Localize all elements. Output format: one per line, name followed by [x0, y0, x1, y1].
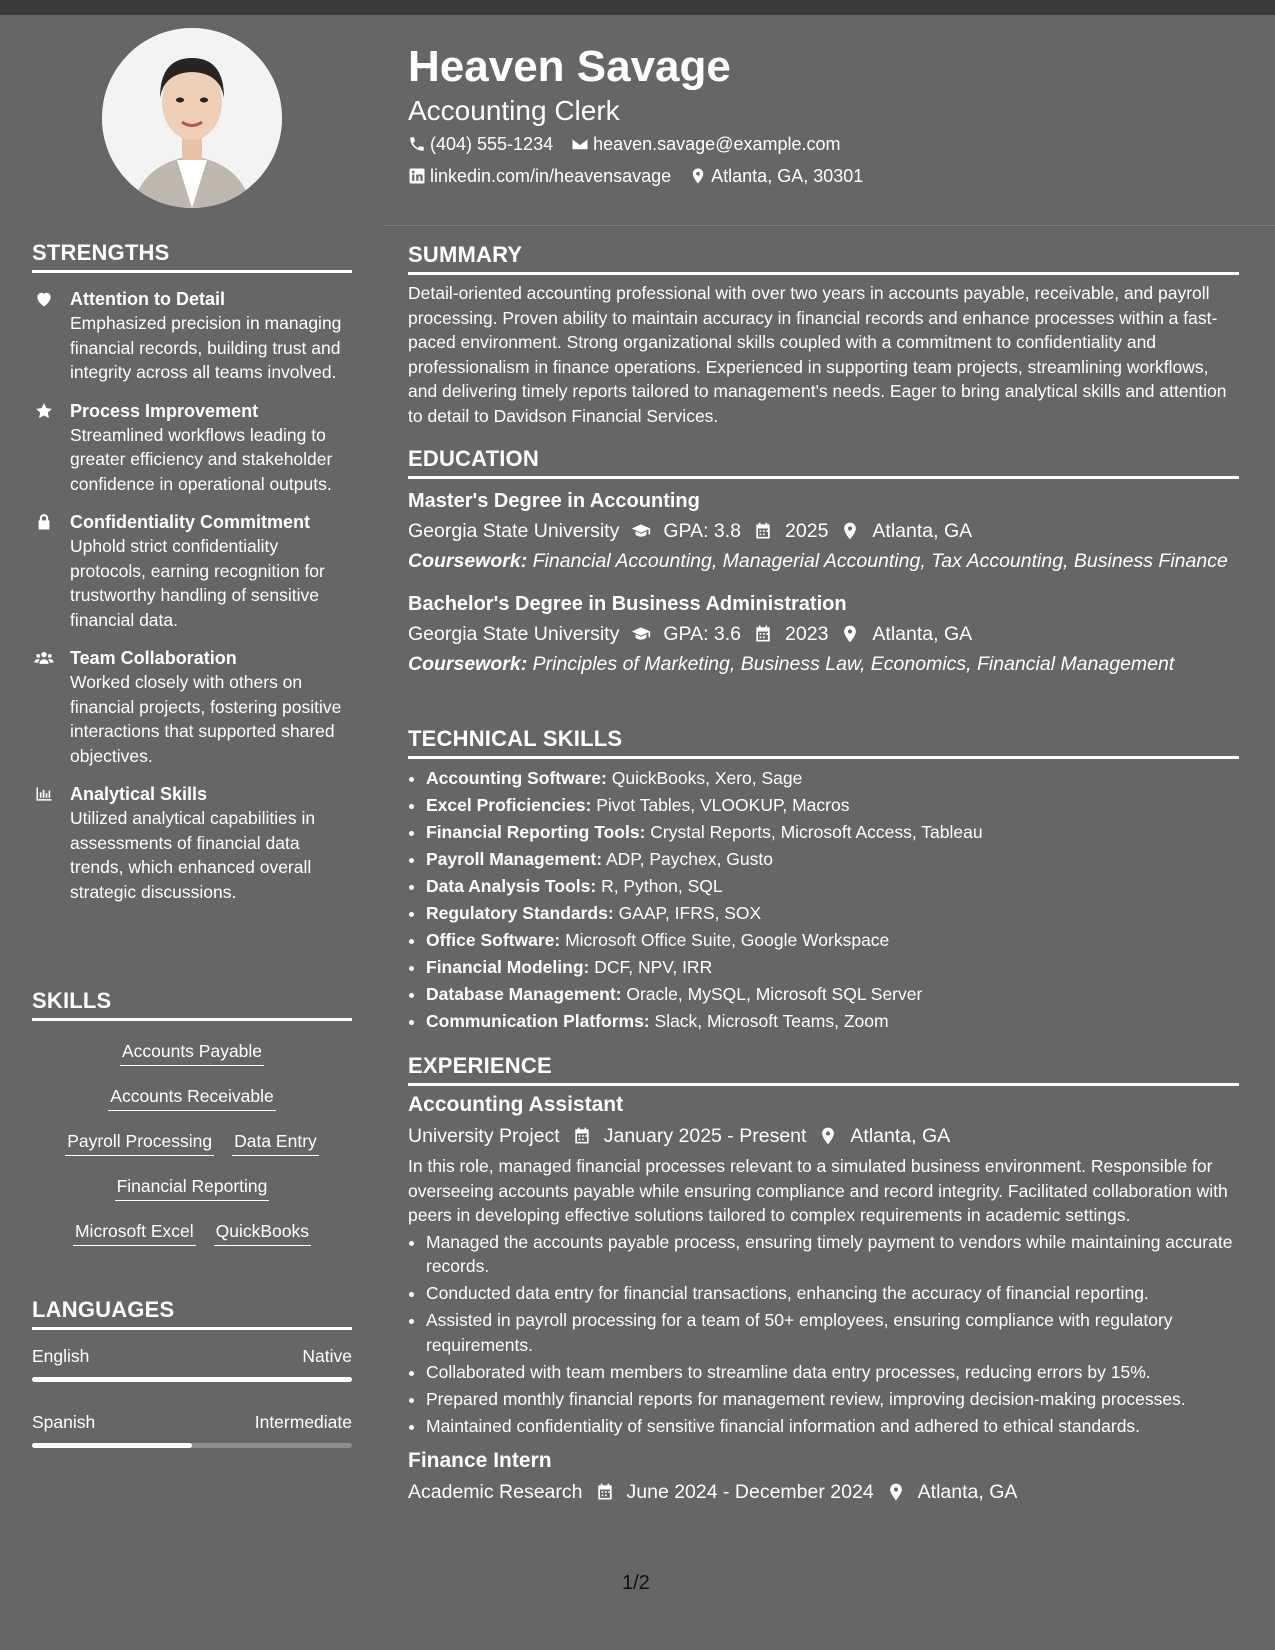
- graduation-cap-icon: [631, 521, 651, 541]
- job-bullet: • Conducted data entry for financial transactions, enhancing the accuracy of financial reporting.: [426, 1281, 1239, 1306]
- graduation-year: 2023: [785, 623, 829, 645]
- calendar-icon: [572, 1126, 592, 1146]
- map-pin-icon: [840, 624, 860, 644]
- strength-desc: Uphold strict confidentiality protocols, earning recognition for trustworthy handling of sensitive financial data.: [70, 536, 325, 630]
- job-bullet: • Collaborated with team members to streamline data entry processes, reducing errors by 15%.: [426, 1360, 1239, 1385]
- strength-item: [32, 287, 352, 385]
- job-role: Accounting Assistant: [408, 1093, 624, 1116]
- language-name: Spanish: [32, 1412, 96, 1432]
- strength-title: Process Improvement: [70, 400, 259, 421]
- degree-title: Master's Degree in Accounting: [408, 490, 700, 512]
- profile-photo: [102, 28, 282, 208]
- linkedin-contact[interactable]: [408, 160, 671, 192]
- strengths-section: [32, 240, 352, 904]
- tech-skill-item: • Office Software: Microsoft Office Suite, Google Workspace: [426, 927, 1239, 954]
- language-name: English: [32, 1346, 90, 1366]
- strength-title: Confidentiality Commitment: [70, 512, 311, 532]
- coursework: [408, 549, 1239, 574]
- tech-skill-item: • Payroll Management: ADP, Paychex, Gusto: [426, 846, 1239, 873]
- education-heading: EDUCATION: [408, 446, 1239, 479]
- contact-row-1: [408, 128, 1238, 160]
- phone-contact[interactable]: [408, 128, 553, 160]
- chart-icon: [34, 784, 54, 804]
- tech-skill-item: • Excel Proficiencies: Pivot Tables, VLOOKUP, Macros: [426, 792, 1239, 819]
- job-bullet: • Assisted in payroll processing for a team of 50+ employees, ensuring compliance with regulatory requirements.: [426, 1308, 1239, 1357]
- experience-section: [408, 1053, 1239, 1508]
- degree-title: Bachelor's Degree in Business Administration: [408, 593, 847, 615]
- email-contact[interactable]: [571, 128, 840, 160]
- experience-item: [408, 1090, 1239, 1438]
- strength-title: Team Collaboration: [70, 648, 237, 668]
- linkedin-icon: [408, 167, 426, 185]
- email-text: heaven.savage@example.com: [593, 134, 841, 154]
- strengths-heading: STRENGTHS: [32, 240, 352, 273]
- tech-skill-item: • Database Management: Oracle, MySQL, Microsoft SQL Server: [426, 981, 1239, 1008]
- job-description: In this role, managed financial processes relevant to a simulated business environment. Responsible for overseeing accounts payable while ensuring compliance and record integrity. Facilitated collaboration with peers in developing effective solutions tailored to complex requirements in academic settings.: [408, 1156, 1228, 1225]
- skill-tag: Accounts Receivable: [108, 1086, 275, 1111]
- coursework-list: Financial Accounting, Managerial Accounting, Tax Accounting, Business Finance: [532, 550, 1228, 572]
- location-text: Atlanta, GA, 30301: [711, 166, 864, 186]
- strength-title: Attention to Detail: [70, 289, 225, 309]
- map-pin-icon: [689, 167, 707, 185]
- coursework-label: Coursework:: [408, 653, 528, 675]
- graduation-year: 2025: [785, 520, 829, 542]
- tech-skill-item: • Regulatory Standards: GAAP, IFRS, SOX: [426, 900, 1239, 927]
- heart-icon: [34, 289, 54, 309]
- coursework: [408, 652, 1239, 677]
- tech-skill-item: • Financial Modeling: DCF, NPV, IRR: [426, 954, 1239, 981]
- languages-section: [32, 1297, 352, 1448]
- strength-title: Analytical Skills: [70, 784, 208, 804]
- job-title: Accounting Clerk: [408, 95, 620, 126]
- graduation-cap-icon: [631, 624, 651, 644]
- gpa: GPA: 3.6: [663, 623, 742, 645]
- language-bar: [32, 1377, 352, 1382]
- organization: Academic Research: [408, 1481, 583, 1503]
- tech-skill-item: • Data Analysis Tools: R, Python, SQL: [426, 873, 1239, 900]
- language-bar: [32, 1443, 352, 1448]
- job-role: Finance Intern: [408, 1449, 552, 1472]
- resume-header: [408, 40, 1238, 192]
- summary-heading: SUMMARY: [408, 242, 1239, 275]
- tech-skill-item: • Accounting Software: QuickBooks, Xero, Sage: [426, 765, 1239, 792]
- header-divider: [383, 225, 1275, 226]
- map-pin-icon: [886, 1482, 906, 1502]
- strength-desc: Streamlined workflows leading to greater efficiency and stakeholder confidence in operational outputs.: [70, 424, 333, 494]
- language-level: Native: [302, 1346, 352, 1366]
- calendar-icon: [753, 624, 773, 644]
- job-location: Atlanta, GA: [917, 1481, 1018, 1503]
- envelope-icon: [571, 135, 589, 153]
- calendar-icon: [753, 521, 773, 541]
- job-bullet: • Managed the accounts payable process, ensuring timely payment to vendors while maintaining accurate records.: [426, 1230, 1239, 1279]
- skill-tag: Data Entry: [232, 1131, 319, 1156]
- location-contact: [689, 160, 863, 192]
- coursework-label: Coursework:: [408, 550, 528, 572]
- lock-icon: [34, 512, 54, 532]
- skill-tag: Payroll Processing: [65, 1131, 214, 1156]
- page-indicator: 1/2: [622, 1572, 650, 1594]
- skill-tag: Accounts Payable: [120, 1041, 264, 1066]
- strength-item: [32, 399, 352, 497]
- technical-skills-section: [408, 726, 1239, 1035]
- star-icon: [34, 401, 54, 421]
- summary-section: [408, 242, 1239, 428]
- job-location: Atlanta, GA: [850, 1125, 951, 1147]
- calendar-icon: [595, 1482, 615, 1502]
- skill-tag: Microsoft Excel: [73, 1221, 196, 1246]
- job-bullet: • Prepared monthly financial reports for management review, improving decision-making processes.: [426, 1387, 1239, 1412]
- language-item: [32, 1410, 352, 1448]
- language-bar-fill: [32, 1377, 352, 1382]
- organization: University Project: [408, 1125, 560, 1147]
- education-section: [408, 446, 1239, 677]
- phone-text: (404) 555-1234: [430, 134, 554, 154]
- skill-tag: QuickBooks: [214, 1221, 311, 1246]
- summary-text: Detail-oriented accounting professional with over two years in accounts payable, receivable, and payroll processing. Proven ability to maintain accuracy in financial records and enhance processes within a fast-paced environment. Strong organizational skills coupled with a commitment to confidentiality and professionalism in finance operations. Experienced in supporting team projects, streamlining workflows, and delivering timely reports tailored to management's needs. Eager to bring analytical skills and attention to detail to Davidson Financial Services.: [408, 283, 1227, 426]
- strength-desc: Utilized analytical capabilities in assessments of financial data trends, which enhanced overall strategic discussions.: [70, 808, 316, 902]
- skills-heading: SKILLS: [32, 988, 352, 1021]
- map-pin-icon: [840, 521, 860, 541]
- tech-skill-item: • Communication Platforms: Slack, Microsoft Teams, Zoom: [426, 1008, 1239, 1035]
- language-bar-fill: [32, 1443, 192, 1448]
- language-level: Intermediate: [254, 1412, 352, 1432]
- phone-icon: [408, 135, 426, 153]
- strength-item: [32, 510, 352, 632]
- technical-skills-heading: TECHNICAL SKILLS: [408, 726, 1239, 759]
- strength-item: [32, 646, 352, 768]
- experience-heading: EXPERIENCE: [408, 1053, 1239, 1086]
- experience-item: [408, 1446, 1239, 1508]
- school-name: Georgia State University: [408, 623, 620, 645]
- strength-desc: Emphasized precision in managing financial records, building trust and integrity across all teams involved.: [70, 313, 342, 382]
- school-name: Georgia State University: [408, 520, 620, 542]
- school-location: Atlanta, GA: [872, 520, 973, 542]
- skill-tag: Financial Reporting: [115, 1176, 270, 1201]
- gpa: GPA: 3.8: [663, 520, 742, 542]
- education-item: [408, 487, 1239, 574]
- candidate-name: Heaven Savage: [408, 42, 731, 91]
- languages-heading: LANGUAGES: [32, 1297, 352, 1330]
- top-bar: [0, 0, 1275, 15]
- job-dates: January 2025 - Present: [603, 1125, 807, 1147]
- school-location: Atlanta, GA: [872, 623, 973, 645]
- language-item: [32, 1344, 352, 1382]
- strength-item: [32, 782, 352, 904]
- linkedin-text: linkedin.com/in/heavensavage: [430, 166, 672, 186]
- map-pin-icon: [818, 1126, 838, 1146]
- coursework-list: Principles of Marketing, Business Law, Economics, Financial Management: [532, 653, 1175, 675]
- job-bullet: • Maintained confidentiality of sensitive financial information and adhered to ethical standards.: [426, 1414, 1239, 1439]
- strength-desc: Worked closely with others on financial projects, fostering positive interactions that supported shared objectives.: [70, 672, 342, 766]
- tech-skill-item: • Financial Reporting Tools: Crystal Reports, Microsoft Access, Tableau: [426, 819, 1239, 846]
- skills-section: [32, 988, 352, 1256]
- education-item: [408, 590, 1239, 677]
- users-icon: [34, 648, 54, 668]
- contact-row-2: [408, 160, 1238, 192]
- job-dates: June 2024 - December 2024: [626, 1481, 874, 1503]
